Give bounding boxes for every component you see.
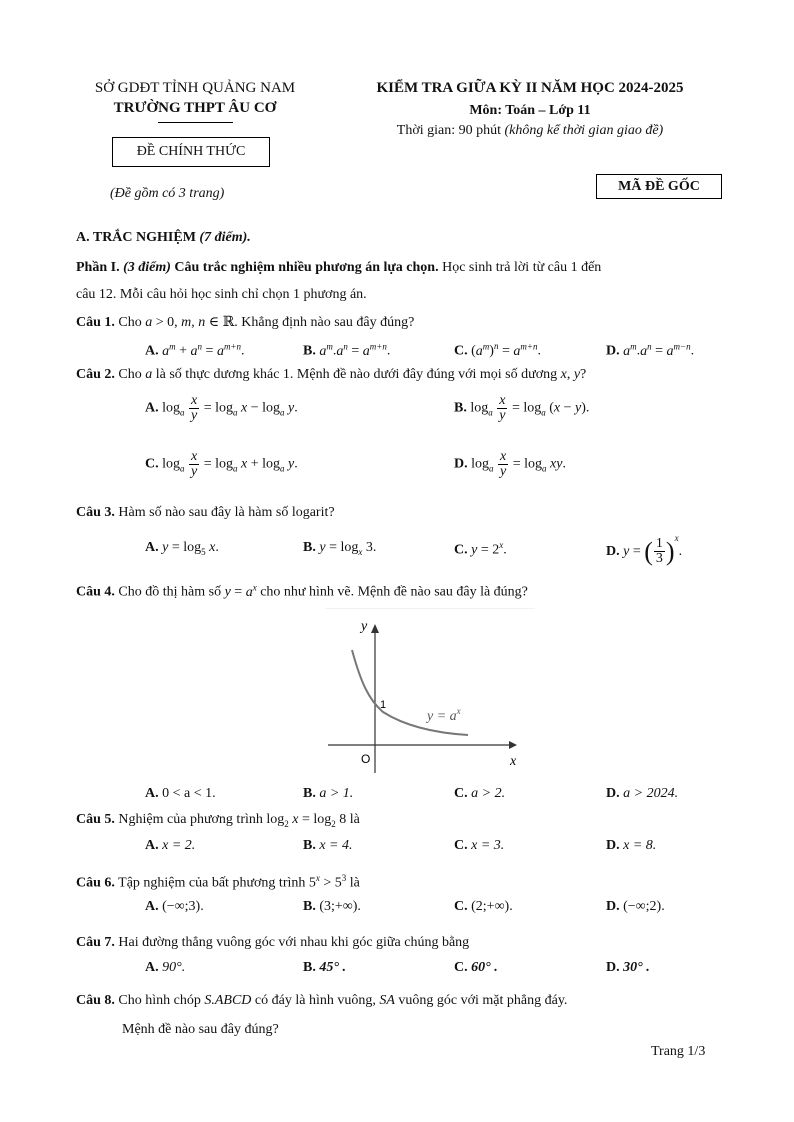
question-4: Câu 4. Cho đồ thị hàm số $y = a^x$ cho như hình vẽ. Mệnh đề nào sau đây là đúng? bbox=[76, 582, 528, 600]
official-box bbox=[112, 137, 270, 167]
page-number: Trang 1/3 bbox=[651, 1044, 706, 1059]
department: SỞ GDĐT TỈNH QUẢNG NAM bbox=[94, 80, 296, 96]
question-8: Câu 8. Cho hình chóp S.ABCD có đáy là hình vuông, SA vuông góc với mặt phẳng đáy. bbox=[76, 993, 568, 1008]
q1-option-c[interactable]: C. $(a^m)^n = a^{m+n}$. bbox=[454, 341, 541, 359]
x-axis-arrow bbox=[509, 741, 517, 749]
time-prefix: Thời gian: 90 phút bbox=[396, 123, 505, 138]
header-right bbox=[345, 80, 715, 139]
q3-option-a[interactable]: A. $y = \log_5 x$. bbox=[145, 540, 219, 557]
q3-option-c[interactable]: C. $y = 2^x$. bbox=[454, 540, 507, 558]
q5-option-a[interactable]: A. x = 2. bbox=[145, 838, 196, 853]
school-name: TRƯỜNG THPT ÂU CƠ bbox=[113, 100, 277, 116]
q5-option-c[interactable]: C. x = 3. bbox=[454, 838, 505, 853]
exam-title: KIỂM TRA GIỮA KỲ II NĂM HỌC 2024-2025 bbox=[376, 80, 684, 96]
question-1: Câu 1. Cho a > 0, m, n ∈ ℝ. Khẳng định nào sau đây đúng? bbox=[76, 315, 415, 330]
part1-line1: Phần I. (3 điểm) Câu trắc nghiệm nhiều phương án lựa chọn. Học sinh trả lời từ câu 1 đến bbox=[76, 260, 602, 275]
subject: Môn: Toán – Lớp 11 bbox=[469, 103, 591, 118]
question-2: Câu 2. Cho a là số thực dương khác 1. Mệnh đề nào dưới đây đúng với mọi số dương x, y? bbox=[76, 367, 587, 382]
q6-option-c[interactable]: C. (2;+∞). bbox=[454, 899, 513, 914]
q1-option-d[interactable]: D. $a^m.a^n = a^{m-n}$. bbox=[606, 341, 695, 359]
q7-option-b[interactable]: B. 45° . bbox=[303, 960, 346, 975]
one-label: 1 bbox=[380, 699, 387, 711]
q7-option-a[interactable]: A. 90°. bbox=[145, 960, 186, 975]
q4-option-d[interactable]: D. a > 2024. bbox=[606, 786, 679, 801]
q7-option-d[interactable]: D. 30° . bbox=[606, 960, 650, 975]
q1-option-b[interactable]: B. $a^m.a^n = a^{m+n}$. bbox=[303, 341, 391, 359]
question-7: Câu 7. Hai đường thẳng vuông góc với nhau khi góc giữa chúng bằng bbox=[76, 935, 470, 950]
y-axis-arrow bbox=[371, 624, 379, 633]
q6-option-a[interactable]: A. (−∞;3). bbox=[145, 899, 204, 914]
official-label: ĐỀ CHÍNH THỨC bbox=[136, 144, 246, 159]
q4-option-b[interactable]: B. a > 1. bbox=[303, 786, 354, 801]
q6-option-b[interactable]: B. (3;+∞). bbox=[303, 899, 361, 914]
exam-code: MÃ ĐỀ GỐC bbox=[618, 179, 700, 194]
y-label: y bbox=[361, 619, 368, 634]
pages-note: (Đề gồm có 3 trang) bbox=[110, 186, 225, 201]
code-box bbox=[596, 174, 722, 199]
q2-option-a[interactable]: A. $\log_a$ $\frac{x}{y}$ = $\log_a x - \log_a y$. bbox=[145, 393, 298, 423]
school-underline bbox=[158, 122, 233, 123]
q1-option-a[interactable]: A. $a^m + a^n = a^{m+n}$. bbox=[145, 341, 245, 359]
question-3: Câu 3. Hàm số nào sau đây là hàm số logarit? bbox=[76, 505, 335, 520]
question-8-line2: Mệnh đề nào sau đây đúng? bbox=[122, 1022, 279, 1037]
origin-label: O bbox=[361, 752, 371, 766]
header-left bbox=[60, 80, 330, 123]
time-line bbox=[345, 123, 715, 139]
q7-option-c[interactable]: C. 60° . bbox=[454, 960, 498, 975]
q5-option-d[interactable]: D. x = 8. bbox=[606, 838, 657, 853]
question-5: Câu 5. Nghiệm của phương trình $\log_2 x = \log_2 8$ là bbox=[76, 812, 360, 829]
curve-label: $y = a^x$ bbox=[427, 706, 461, 724]
q6-option-d[interactable]: D. (−∞;2). bbox=[606, 899, 665, 914]
q5-option-b[interactable]: B. x = 4. bbox=[303, 838, 353, 853]
time-note: (không kể thời gian giao đề) bbox=[504, 123, 664, 138]
section-a-title: A. TRẮC NGHIỆM (7 điểm). bbox=[76, 230, 251, 245]
q2-option-b[interactable]: B. $\log_a$ $\frac{x}{y}$ = $\log_a (x - y)$. bbox=[454, 393, 590, 423]
q4-option-a[interactable]: A. 0 < a < 1. bbox=[145, 786, 216, 801]
question-6: Câu 6. Tập nghiệm của bất phương trình $5^x > 5^3$ là bbox=[76, 873, 360, 891]
q2-option-d[interactable]: D. $\log_a$ $\frac{x}{y}$ = $\log_a$ xy. bbox=[454, 449, 566, 479]
q2-option-c[interactable]: C. $\log_a$ $\frac{x}{y}$ = $\log_a x + \log_a y$. bbox=[145, 449, 298, 479]
q3-option-d[interactable]: D. y = ( $\frac{1}{3}$ )$^x$. bbox=[606, 533, 683, 567]
part1-line2: câu 12. Mỗi câu hỏi học sinh chỉ chọn 1 phương án. bbox=[76, 287, 367, 302]
exponential-graph bbox=[325, 608, 535, 778]
q4-option-c[interactable]: C. a > 2. bbox=[454, 786, 506, 801]
q3-option-b[interactable]: B. $y = \log_x 3$. bbox=[303, 540, 377, 557]
x-label: x bbox=[510, 754, 517, 769]
